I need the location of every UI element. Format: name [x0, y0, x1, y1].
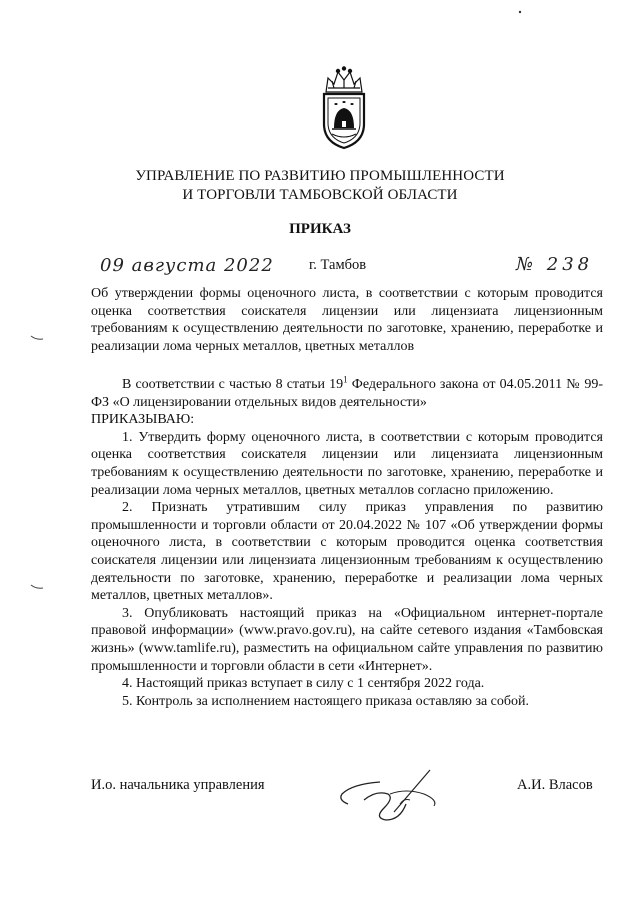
order-item-5: 5. Контроль за исполнением настоящего приказа оставляю за собой. [122, 693, 530, 709]
tambov-coat-of-arms-emblem [316, 66, 372, 150]
handwritten-order-number: № 238 [516, 254, 594, 275]
order-item-3: 3. Опубликовать настоящий приказ на «Официальном интернет-портале правовой информации» (www.pravo.gov.ru), на сайте сетевого издания «Тамбовская жизнь» (www.tamlife.ru), разместить на официальном сайте управления по развитию промышленности и торговли области в сети «Интернет». [91, 605, 603, 674]
organization-name-line-1: УПРАВЛЕНИЕ ПО РАЗВИТИЮ ПРОМЫШЛЕННОСТИ [135, 168, 505, 184]
signatory-name: А.И. Власов [517, 777, 593, 793]
scan-margin-mark [30, 583, 44, 591]
document-title: ПРИКАЗ [289, 221, 351, 237]
signatory-position: И.о. начальника управления [91, 777, 265, 793]
order-item-2: 2. Признать утратившим силу приказ управления по развитию промышленности и торговли области от 20.04.2022 № 107 «Об утверждении формы оценочного листа, в соответствии с которым проводится оценка соответствия соискателя лицензии или лицензиата лицензионным требованиям к осуществлению деятельности по заготовке, хранению, переработке и реализации лома черных металлов, цветных металлов». [91, 500, 603, 604]
order-item-4: 4. Настоящий приказ вступает в силу с 1 сентября 2022 года. [122, 676, 485, 692]
order-subject: Об утверждении формы оценочного листа, в соответствии с которым проводится оценка соответствия соискателя лицензии или лицензиата лицензионным требованиям к осуществлению деятельности по заготовке, хранению, переработке и реализации лома черных металлов, цветных металлов [91, 286, 603, 354]
scan-dot [518, 10, 522, 14]
preamble-text-2: Федерального закона от 04.05.2011 № 99-ФЗ «О лицензировании отдельных видов деятельности» [91, 377, 604, 410]
preamble-paragraph [91, 376, 603, 411]
order-keyword: ПРИКАЗЫВАЮ: [91, 412, 195, 428]
preamble-text-1: В соответствии с частью 8 статьи 19 [122, 377, 344, 392]
handwritten-date: 09 августа 2022 [100, 255, 274, 276]
scan-margin-mark [30, 334, 44, 342]
city-label: г. Тамбов [309, 257, 367, 273]
order-item-1: 1. Утвердить форму оценочного листа, в соответствии с которым проводится оценка соответствия соискателя лицензии или лицензиата лицензионным требованиям к осуществлению деятельности по заготовке, хранению, переработке и реализации лома черных металлов, цветных металлов согласно приложению. [91, 429, 603, 498]
order-body [91, 376, 603, 710]
organization-name-line-2: И ТОРГОВЛИ ТАМБОВСКОЙ ОБЛАСТИ [182, 187, 458, 203]
handwritten-signature [334, 760, 464, 830]
preamble-superscript: 1 [343, 374, 348, 385]
